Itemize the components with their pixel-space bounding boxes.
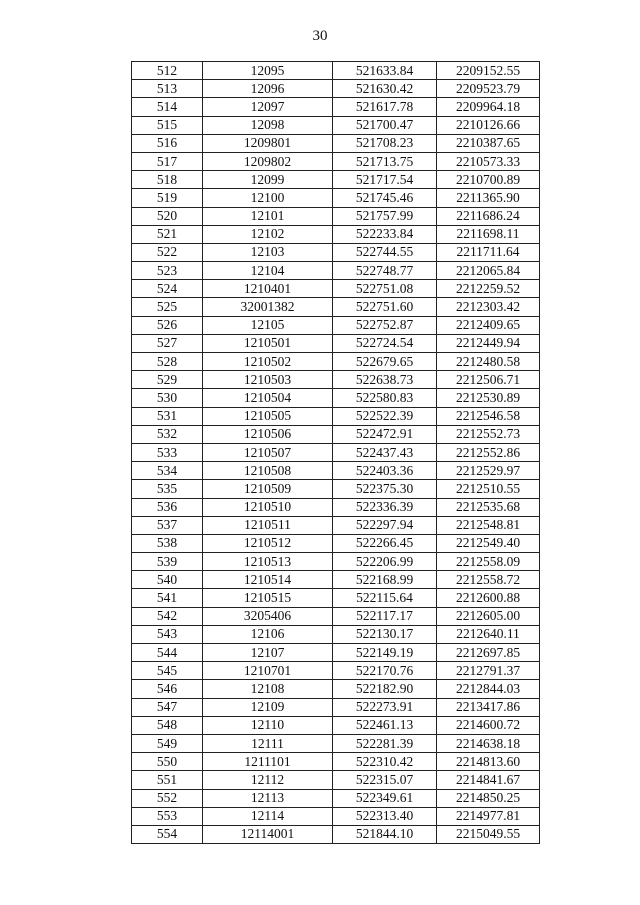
row-number-cell: 529	[132, 371, 203, 389]
row-number-cell: 552	[132, 789, 203, 807]
point-id-cell: 12098	[203, 116, 333, 134]
y-coordinate-cell: 2212529.97	[437, 462, 540, 480]
table-row	[132, 825, 540, 843]
y-coordinate-cell: 2212549.40	[437, 534, 540, 552]
row-number-cell: 517	[132, 152, 203, 170]
y-coordinate-cell: 2212480.58	[437, 353, 540, 371]
row-number-cell: 530	[132, 389, 203, 407]
table-row	[132, 553, 540, 571]
point-id-cell: 1210502	[203, 353, 333, 371]
x-coordinate-cell: 522170.76	[333, 662, 437, 680]
row-number-cell: 537	[132, 516, 203, 534]
row-number-cell: 518	[132, 171, 203, 189]
y-coordinate-cell: 2212548.81	[437, 516, 540, 534]
x-coordinate-cell: 522375.30	[333, 480, 437, 498]
table-row	[132, 589, 540, 607]
x-coordinate-cell: 522117.17	[333, 607, 437, 625]
point-id-cell: 32001382	[203, 298, 333, 316]
y-coordinate-cell: 2212552.73	[437, 425, 540, 443]
point-id-cell: 12110	[203, 716, 333, 734]
point-id-cell: 1211101	[203, 753, 333, 771]
y-coordinate-cell: 2214977.81	[437, 807, 540, 825]
y-coordinate-cell: 2212303.42	[437, 298, 540, 316]
y-coordinate-cell: 2212558.09	[437, 553, 540, 571]
row-number-cell: 547	[132, 698, 203, 716]
point-id-cell: 12097	[203, 98, 333, 116]
point-id-cell: 12109	[203, 698, 333, 716]
point-id-cell: 3205406	[203, 607, 333, 625]
y-coordinate-cell: 2214638.18	[437, 734, 540, 752]
page-number: 30	[312, 28, 328, 44]
table-row	[132, 698, 540, 716]
point-id-cell: 12099	[203, 171, 333, 189]
point-id-cell: 1210511	[203, 516, 333, 534]
point-id-cell: 1210505	[203, 407, 333, 425]
table-row	[132, 516, 540, 534]
table-row	[132, 353, 540, 371]
x-coordinate-cell: 522149.19	[333, 644, 437, 662]
row-number-cell: 524	[132, 280, 203, 298]
point-id-cell: 1210510	[203, 498, 333, 516]
y-coordinate-cell: 2211711.64	[437, 243, 540, 261]
y-coordinate-cell: 2212605.00	[437, 607, 540, 625]
x-coordinate-cell: 522724.54	[333, 334, 437, 352]
y-coordinate-cell: 2210387.65	[437, 134, 540, 152]
point-id-cell: 1210401	[203, 280, 333, 298]
point-id-cell: 1210501	[203, 334, 333, 352]
table-row	[132, 662, 540, 680]
row-number-cell: 515	[132, 116, 203, 134]
row-number-cell: 535	[132, 480, 203, 498]
y-coordinate-cell: 2212640.11	[437, 625, 540, 643]
x-coordinate-cell: 522437.43	[333, 443, 437, 461]
y-coordinate-cell: 2212791.37	[437, 662, 540, 680]
table-row	[132, 334, 540, 352]
y-coordinate-cell: 2214600.72	[437, 716, 540, 734]
row-number-cell: 545	[132, 662, 203, 680]
row-number-cell: 538	[132, 534, 203, 552]
table-row	[132, 571, 540, 589]
table-row	[132, 680, 540, 698]
y-coordinate-cell: 2210700.89	[437, 171, 540, 189]
x-coordinate-cell: 521700.47	[333, 116, 437, 134]
point-id-cell: 12114	[203, 807, 333, 825]
row-number-cell: 519	[132, 189, 203, 207]
x-coordinate-cell: 522522.39	[333, 407, 437, 425]
row-number-cell: 523	[132, 262, 203, 280]
y-coordinate-cell: 2210126.66	[437, 116, 540, 134]
row-number-cell: 531	[132, 407, 203, 425]
row-number-cell: 514	[132, 98, 203, 116]
table-row	[132, 644, 540, 662]
point-id-cell: 12108	[203, 680, 333, 698]
table-row	[132, 607, 540, 625]
point-id-cell: 12095	[203, 62, 333, 80]
row-number-cell: 536	[132, 498, 203, 516]
row-number-cell: 522	[132, 243, 203, 261]
table-row	[132, 498, 540, 516]
row-number-cell: 554	[132, 825, 203, 843]
x-coordinate-cell: 521745.46	[333, 189, 437, 207]
row-number-cell: 542	[132, 607, 203, 625]
point-id-cell: 12102	[203, 225, 333, 243]
point-id-cell: 1210514	[203, 571, 333, 589]
y-coordinate-cell: 2212600.88	[437, 589, 540, 607]
row-number-cell: 521	[132, 225, 203, 243]
x-coordinate-cell: 522130.17	[333, 625, 437, 643]
point-id-cell: 1210701	[203, 662, 333, 680]
x-coordinate-cell: 521617.78	[333, 98, 437, 116]
row-number-cell: 549	[132, 734, 203, 752]
table-row	[132, 443, 540, 461]
y-coordinate-cell: 2211686.24	[437, 207, 540, 225]
y-coordinate-cell: 2209152.55	[437, 62, 540, 80]
y-coordinate-cell: 2212535.68	[437, 498, 540, 516]
row-number-cell: 548	[132, 716, 203, 734]
x-coordinate-cell: 521717.54	[333, 171, 437, 189]
table-row	[132, 62, 540, 80]
y-coordinate-cell: 2212697.85	[437, 644, 540, 662]
x-coordinate-cell: 522403.36	[333, 462, 437, 480]
table-row	[132, 716, 540, 734]
x-coordinate-cell: 522297.94	[333, 516, 437, 534]
table-row	[132, 480, 540, 498]
point-id-cell: 1210509	[203, 480, 333, 498]
y-coordinate-cell: 2211698.11	[437, 225, 540, 243]
y-coordinate-cell: 2212449.94	[437, 334, 540, 352]
point-id-cell: 1210504	[203, 389, 333, 407]
row-number-cell: 550	[132, 753, 203, 771]
row-number-cell: 534	[132, 462, 203, 480]
x-coordinate-cell: 522313.40	[333, 807, 437, 825]
point-id-cell: 12106	[203, 625, 333, 643]
table-row	[132, 116, 540, 134]
y-coordinate-cell: 2211365.90	[437, 189, 540, 207]
table-row	[132, 771, 540, 789]
point-id-cell: 12113	[203, 789, 333, 807]
coordinates-table	[131, 61, 540, 844]
table-row	[132, 152, 540, 170]
table-row	[132, 298, 540, 316]
table-row	[132, 80, 540, 98]
point-id-cell: 1210506	[203, 425, 333, 443]
table-body	[132, 62, 540, 844]
table-row	[132, 225, 540, 243]
point-id-cell: 1210515	[203, 589, 333, 607]
table-row	[132, 316, 540, 334]
point-id-cell: 1210507	[203, 443, 333, 461]
table-row	[132, 207, 540, 225]
row-number-cell: 546	[132, 680, 203, 698]
x-coordinate-cell: 522472.91	[333, 425, 437, 443]
point-id-cell: 12112	[203, 771, 333, 789]
point-id-cell: 1210513	[203, 553, 333, 571]
x-coordinate-cell: 521757.99	[333, 207, 437, 225]
row-number-cell: 526	[132, 316, 203, 334]
row-number-cell: 520	[132, 207, 203, 225]
x-coordinate-cell: 522315.07	[333, 771, 437, 789]
y-coordinate-cell: 2212844.03	[437, 680, 540, 698]
point-id-cell: 12100	[203, 189, 333, 207]
row-number-cell: 528	[132, 353, 203, 371]
x-coordinate-cell: 522461.13	[333, 716, 437, 734]
row-number-cell: 544	[132, 644, 203, 662]
point-id-cell: 12103	[203, 243, 333, 261]
row-number-cell: 540	[132, 571, 203, 589]
row-number-cell: 525	[132, 298, 203, 316]
x-coordinate-cell: 522679.65	[333, 353, 437, 371]
point-id-cell: 12111	[203, 734, 333, 752]
table-row	[132, 280, 540, 298]
table-row	[132, 389, 540, 407]
point-id-cell: 12107	[203, 644, 333, 662]
table-row	[132, 371, 540, 389]
x-coordinate-cell: 522206.99	[333, 553, 437, 571]
table-row	[132, 243, 540, 261]
row-number-cell: 532	[132, 425, 203, 443]
y-coordinate-cell: 2212506.71	[437, 371, 540, 389]
table-row	[132, 625, 540, 643]
x-coordinate-cell: 522744.55	[333, 243, 437, 261]
x-coordinate-cell: 522751.60	[333, 298, 437, 316]
row-number-cell: 512	[132, 62, 203, 80]
y-coordinate-cell: 2214841.67	[437, 771, 540, 789]
table-row	[132, 807, 540, 825]
x-coordinate-cell: 522115.64	[333, 589, 437, 607]
point-id-cell: 12114001	[203, 825, 333, 843]
x-coordinate-cell: 522310.42	[333, 753, 437, 771]
table-row	[132, 98, 540, 116]
y-coordinate-cell: 2213417.86	[437, 698, 540, 716]
x-coordinate-cell: 522182.90	[333, 680, 437, 698]
y-coordinate-cell: 2210573.33	[437, 152, 540, 170]
x-coordinate-cell: 522266.45	[333, 534, 437, 552]
table-row	[132, 407, 540, 425]
table-row	[132, 734, 540, 752]
x-coordinate-cell: 521708.23	[333, 134, 437, 152]
x-coordinate-cell: 521713.75	[333, 152, 437, 170]
row-number-cell: 527	[132, 334, 203, 352]
table-row	[132, 753, 540, 771]
y-coordinate-cell: 2212546.58	[437, 407, 540, 425]
y-coordinate-cell: 2212409.65	[437, 316, 540, 334]
x-coordinate-cell: 521630.42	[333, 80, 437, 98]
row-number-cell: 539	[132, 553, 203, 571]
table-row	[132, 134, 540, 152]
y-coordinate-cell: 2209523.79	[437, 80, 540, 98]
x-coordinate-cell: 521844.10	[333, 825, 437, 843]
x-coordinate-cell: 522273.91	[333, 698, 437, 716]
x-coordinate-cell: 521633.84	[333, 62, 437, 80]
y-coordinate-cell: 2212065.84	[437, 262, 540, 280]
point-id-cell: 1210508	[203, 462, 333, 480]
row-number-cell: 553	[132, 807, 203, 825]
y-coordinate-cell: 2214850.25	[437, 789, 540, 807]
point-id-cell: 12105	[203, 316, 333, 334]
point-id-cell: 1209801	[203, 134, 333, 152]
table-row	[132, 462, 540, 480]
point-id-cell: 1210512	[203, 534, 333, 552]
x-coordinate-cell: 522281.39	[333, 734, 437, 752]
table-row	[132, 189, 540, 207]
table-row	[132, 262, 540, 280]
point-id-cell: 12101	[203, 207, 333, 225]
point-id-cell: 1210503	[203, 371, 333, 389]
row-number-cell: 543	[132, 625, 203, 643]
row-number-cell: 541	[132, 589, 203, 607]
table-row	[132, 425, 540, 443]
table-row	[132, 789, 540, 807]
x-coordinate-cell: 522638.73	[333, 371, 437, 389]
x-coordinate-cell: 522168.99	[333, 571, 437, 589]
y-coordinate-cell: 2212259.52	[437, 280, 540, 298]
table-row	[132, 534, 540, 552]
y-coordinate-cell: 2209964.18	[437, 98, 540, 116]
point-id-cell: 1209802	[203, 152, 333, 170]
y-coordinate-cell: 2212552.86	[437, 443, 540, 461]
point-id-cell: 12096	[203, 80, 333, 98]
x-coordinate-cell: 522752.87	[333, 316, 437, 334]
row-number-cell: 513	[132, 80, 203, 98]
y-coordinate-cell: 2214813.60	[437, 753, 540, 771]
y-coordinate-cell: 2215049.55	[437, 825, 540, 843]
y-coordinate-cell: 2212530.89	[437, 389, 540, 407]
row-number-cell: 551	[132, 771, 203, 789]
x-coordinate-cell: 522580.83	[333, 389, 437, 407]
y-coordinate-cell: 2212558.72	[437, 571, 540, 589]
x-coordinate-cell: 522751.08	[333, 280, 437, 298]
y-coordinate-cell: 2212510.55	[437, 480, 540, 498]
row-number-cell: 516	[132, 134, 203, 152]
point-id-cell: 12104	[203, 262, 333, 280]
table-row	[132, 171, 540, 189]
x-coordinate-cell: 522349.61	[333, 789, 437, 807]
row-number-cell: 533	[132, 443, 203, 461]
x-coordinate-cell: 522336.39	[333, 498, 437, 516]
x-coordinate-cell: 522233.84	[333, 225, 437, 243]
x-coordinate-cell: 522748.77	[333, 262, 437, 280]
